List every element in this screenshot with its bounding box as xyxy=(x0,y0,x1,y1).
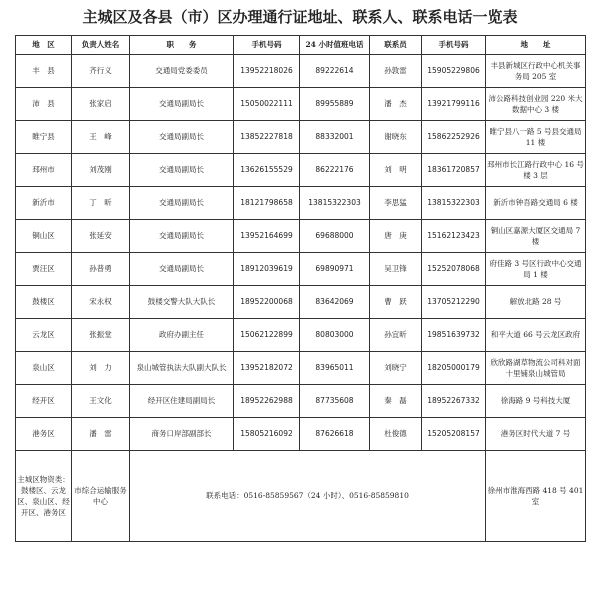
cell-contact-mobile: 18361720857 xyxy=(422,154,486,187)
cell-position: 交通局党委委员 xyxy=(130,55,234,88)
cell-duty-phone: 89955889 xyxy=(300,88,370,121)
cell-address: 港务区时代大道 7 号 xyxy=(486,418,586,451)
cell-office: 市综合运输服务中心 xyxy=(72,451,130,542)
cell-contact: 曹 跃 xyxy=(370,286,422,319)
cell-position: 交通局副局长 xyxy=(130,220,234,253)
table-row xyxy=(16,154,586,187)
cell-main-urban-region: 主城区物资类：鼓楼区、云龙区、泉山区、经开区、港务区 xyxy=(16,451,72,542)
cell-region: 港务区 xyxy=(16,418,72,451)
cell-duty-phone: 87626618 xyxy=(300,418,370,451)
cell-duty-phone: 13815322303 xyxy=(300,187,370,220)
cell-contact-mobile: 18205000179 xyxy=(422,352,486,385)
cell-mobile: 13952182072 xyxy=(234,352,300,385)
cell-contact-mobile: 15205208157 xyxy=(422,418,486,451)
cell-duty-phone: 83965011 xyxy=(300,352,370,385)
table-row xyxy=(16,286,586,319)
cell-mobile: 15062122899 xyxy=(234,319,300,352)
cell-position: 政府办副主任 xyxy=(130,319,234,352)
cell-leader: 丁 昕 xyxy=(72,187,130,220)
cell-contact-mobile: 19851639732 xyxy=(422,319,486,352)
cell-mobile: 18952262988 xyxy=(234,385,300,418)
cell-contact-mobile: 13921799116 xyxy=(422,88,486,121)
cell-contact: 孙敦雷 xyxy=(370,55,422,88)
table-row xyxy=(16,253,586,286)
cell-mobile: 13952164699 xyxy=(234,220,300,253)
cell-contact: 唐 庚 xyxy=(370,220,422,253)
cell-mobile: 18952200068 xyxy=(234,286,300,319)
table-row xyxy=(16,352,586,385)
cell-mobile: 18121798658 xyxy=(234,187,300,220)
cell-leader: 刘 力 xyxy=(72,352,130,385)
cell-contact: 杜俊德 xyxy=(370,418,422,451)
cell-contact-mobile: 15162123423 xyxy=(422,220,486,253)
header-contact-mobile: 手机号码 xyxy=(422,36,486,55)
header-contact: 联系员 xyxy=(370,36,422,55)
cell-leader: 齐行义 xyxy=(72,55,130,88)
table-row xyxy=(16,418,586,451)
cell-duty-phone: 80803000 xyxy=(300,319,370,352)
cell-address: 解放北路 28 号 xyxy=(486,286,586,319)
cell-address: 府佳路 3 号区行政中心交通局 1 楼 xyxy=(486,253,586,286)
cell-contact: 刘晓宁 xyxy=(370,352,422,385)
cell-position: 鼓楼交警大队大队长 xyxy=(130,286,234,319)
cell-position: 交通局副局长 xyxy=(130,187,234,220)
table-header-row xyxy=(16,36,586,55)
cell-region: 丰 县 xyxy=(16,55,72,88)
cell-contact-mobile: 18952267332 xyxy=(422,385,486,418)
cell-mobile: 15805216092 xyxy=(234,418,300,451)
cell-address: 徐海路 9 号科技大厦 xyxy=(486,385,586,418)
cell-position: 交通局副局长 xyxy=(130,253,234,286)
cell-leader: 王 峰 xyxy=(72,121,130,154)
cell-region: 鼓楼区 xyxy=(16,286,72,319)
cell-address: 和平大道 66 号云龙区政府 xyxy=(486,319,586,352)
cell-contact-phone-text: 联系电话：0516-85859567（24 小时）、0516-85859810 xyxy=(130,451,486,542)
cell-address: 新沂市钟吾路交通局 6 楼 xyxy=(486,187,586,220)
table-row xyxy=(16,220,586,253)
cell-duty-phone: 83642069 xyxy=(300,286,370,319)
table-row xyxy=(16,385,586,418)
permit-office-table xyxy=(15,35,586,542)
cell-address: 铜山区嘉源大厦区交通局 7 楼 xyxy=(486,220,586,253)
cell-address: 睢宁县八一路 5 号县交通局 11 楼 xyxy=(486,121,586,154)
cell-contact: 吴卫锋 xyxy=(370,253,422,286)
cell-mobile: 13852227818 xyxy=(234,121,300,154)
cell-region: 睢宁县 xyxy=(16,121,72,154)
cell-mobile: 13952218026 xyxy=(234,55,300,88)
cell-contact: 谢晓东 xyxy=(370,121,422,154)
table-row xyxy=(16,187,586,220)
header-duty-phone: 24 小时值班电话 xyxy=(300,36,370,55)
cell-leader: 王文化 xyxy=(72,385,130,418)
table-row xyxy=(16,88,586,121)
cell-region: 铜山区 xyxy=(16,220,72,253)
cell-region: 新沂市 xyxy=(16,187,72,220)
cell-region: 邳州市 xyxy=(16,154,72,187)
table-row xyxy=(16,121,586,154)
cell-leader: 孙普勇 xyxy=(72,253,130,286)
header-mobile: 手机号码 xyxy=(234,36,300,55)
table-row xyxy=(16,319,586,352)
cell-region: 经开区 xyxy=(16,385,72,418)
header-region: 地 区 xyxy=(16,36,72,55)
cell-contact: 潘 杰 xyxy=(370,88,422,121)
cell-leader: 刘茂刚 xyxy=(72,154,130,187)
cell-contact: 孙宜昕 xyxy=(370,319,422,352)
cell-region: 云龙区 xyxy=(16,319,72,352)
cell-contact: 刘 明 xyxy=(370,154,422,187)
cell-leader: 张延安 xyxy=(72,220,130,253)
cell-contact: 秦 磊 xyxy=(370,385,422,418)
cell-address: 沛公路科技创业园 220 米大数据中心 3 楼 xyxy=(486,88,586,121)
cell-duty-phone: 86222176 xyxy=(300,154,370,187)
table-row xyxy=(16,55,586,88)
cell-duty-phone: 88332001 xyxy=(300,121,370,154)
cell-position: 交通局副局长 xyxy=(130,154,234,187)
cell-leader: 潘 雷 xyxy=(72,418,130,451)
cell-position: 交通局副局长 xyxy=(130,88,234,121)
cell-main-address: 徐州市淮海西路 418 号 401 室 xyxy=(486,451,586,542)
cell-mobile: 15050022111 xyxy=(234,88,300,121)
cell-position: 商务口岸部副部长 xyxy=(130,418,234,451)
cell-region: 泉山区 xyxy=(16,352,72,385)
cell-region: 沛 县 xyxy=(16,88,72,121)
header-position: 职 务 xyxy=(130,36,234,55)
cell-contact-mobile: 13705212290 xyxy=(422,286,486,319)
main-urban-row xyxy=(16,451,586,542)
cell-duty-phone: 89222614 xyxy=(300,55,370,88)
cell-contact: 李思猛 xyxy=(370,187,422,220)
cell-contact-mobile: 15252078068 xyxy=(422,253,486,286)
cell-region: 贾汪区 xyxy=(16,253,72,286)
cell-address: 丰县新城区行政中心机关事务局 205 室 xyxy=(486,55,586,88)
cell-mobile: 18912039619 xyxy=(234,253,300,286)
header-leader: 负责人姓名 xyxy=(72,36,130,55)
cell-duty-phone: 87735608 xyxy=(300,385,370,418)
cell-address: 欣欣路湖草物流公司科对面十里铺泉山城管局 xyxy=(486,352,586,385)
cell-duty-phone: 69688000 xyxy=(300,220,370,253)
cell-leader: 宋永权 xyxy=(72,286,130,319)
cell-position: 泉山城管执法大队副大队长 xyxy=(130,352,234,385)
cell-mobile: 13626155529 xyxy=(234,154,300,187)
cell-leader: 张家启 xyxy=(72,88,130,121)
cell-address: 邳州市长江路行政中心 16 号楼 3 层 xyxy=(486,154,586,187)
cell-position: 经开区住建局副局长 xyxy=(130,385,234,418)
cell-position: 交通局副局长 xyxy=(130,121,234,154)
cell-contact-mobile: 15905229806 xyxy=(422,55,486,88)
cell-leader: 张振堂 xyxy=(72,319,130,352)
header-address: 地 址 xyxy=(486,36,586,55)
cell-contact-mobile: 13815322303 xyxy=(422,187,486,220)
cell-duty-phone: 69890971 xyxy=(300,253,370,286)
page-title: 主城区及各县（市）区办理通行证地址、联系人、联系电话一览表 xyxy=(82,8,518,26)
cell-contact-mobile: 15862252926 xyxy=(422,121,486,154)
